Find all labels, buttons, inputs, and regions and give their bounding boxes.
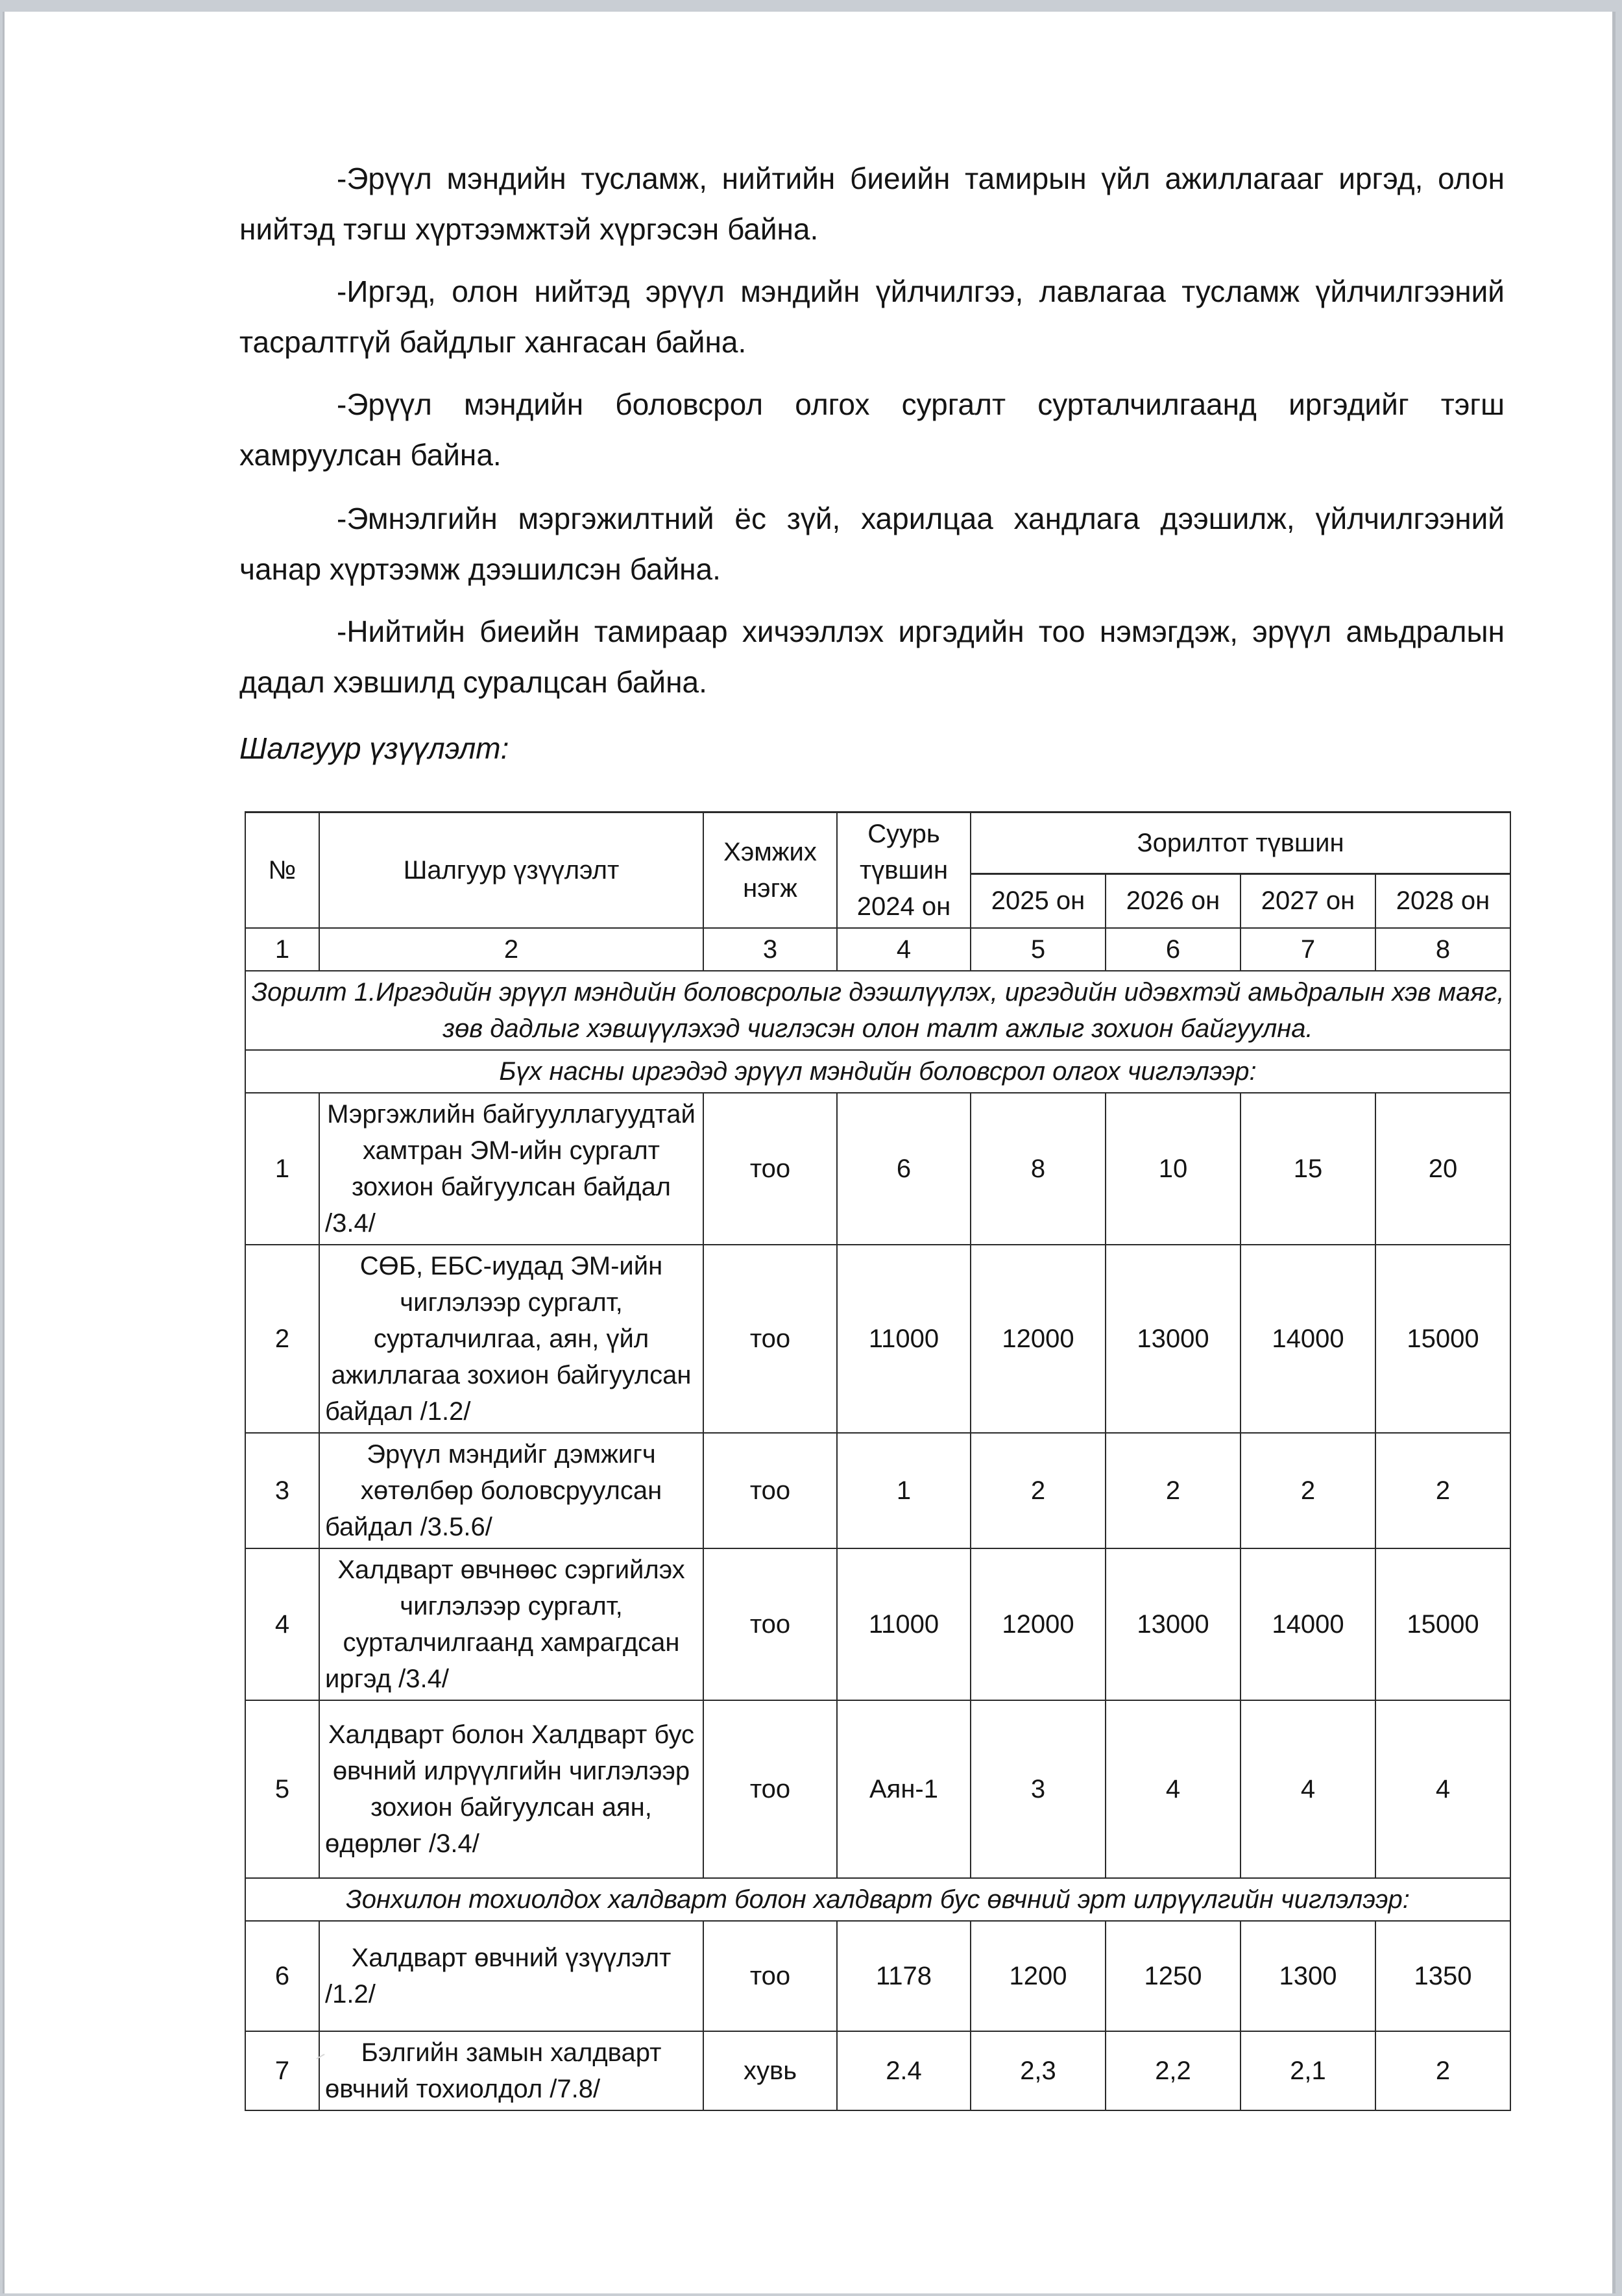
row-no: 2 — [245, 1245, 319, 1433]
row-2026: 13000 — [1106, 1245, 1241, 1433]
subheading-text: Зонхилон тохиолдох халдварт болон халдварт бус өвчний эрт илрүүлгийн чиглэлээр: — [245, 1878, 1510, 1921]
row-2027: 1300 — [1241, 1921, 1375, 2031]
row-no: 6 — [245, 1921, 319, 2031]
header-year-2028: 2028 он — [1375, 873, 1510, 928]
row-indicator: СӨБ, ЕБС-иудад ЭМ-ийн чиглэлээр сургалт, сурталчилгаа, аян, үйл ажиллагаа зохион байгуулсан байдал /1.2/ — [319, 1245, 703, 1433]
subheading-row — [245, 1878, 1510, 1921]
row-2028: 15000 — [1375, 1548, 1510, 1700]
row-indicator: Халдварт өвчний үзүүлэлт /1.2/ — [319, 1921, 703, 2031]
row-baseline: 11000 — [837, 1245, 971, 1433]
column-number: 5 — [971, 928, 1106, 971]
row-baseline: 6 — [837, 1093, 971, 1245]
row-unit: тоо — [703, 1245, 837, 1433]
row-2025: 12000 — [971, 1245, 1106, 1433]
row-baseline: 11000 — [837, 1548, 971, 1700]
row-2025: 1200 — [971, 1921, 1106, 2031]
row-baseline: Аян-1 — [837, 1700, 971, 1878]
row-unit: тоо — [703, 1548, 837, 1700]
row-2025: 8 — [971, 1093, 1106, 1245]
row-2025: 3 — [971, 1700, 1106, 1878]
row-2026: 2 — [1106, 1433, 1241, 1548]
row-2027: 4 — [1241, 1700, 1375, 1878]
row-unit: тоо — [703, 1093, 837, 1245]
section-label: Шалгуур үзүүлэлт: — [239, 731, 509, 765]
column-number: 1 — [245, 928, 319, 971]
column-number: 4 — [837, 928, 971, 971]
table-row — [245, 1433, 1510, 1548]
row-unit: тоо — [703, 1700, 837, 1878]
header-unit: Хэмжих нэгж — [703, 812, 837, 929]
column-number: 8 — [1375, 928, 1510, 971]
paragraph-3 — [239, 379, 1505, 480]
row-indicator: Эрүүл мэндийг дэмжигч хөтөлбөр боловсруулсан байдал /3.5.6/ — [319, 1433, 703, 1548]
row-2026: 13000 — [1106, 1548, 1241, 1700]
header-year-2026: 2026 он — [1106, 873, 1241, 928]
goal-row — [245, 971, 1510, 1050]
table-row — [245, 1548, 1510, 1700]
header-year-2025: 2025 он — [971, 873, 1106, 928]
paragraph-text: -Нийтийн биеийн тамираар хичээллэх иргэдийн тоо нэмэгдэж, эрүүл амьдралын дадал хэвшилд суралцсан байна. — [239, 615, 1505, 699]
row-2027: 15 — [1241, 1093, 1375, 1245]
row-2027: 2 — [1241, 1433, 1375, 1548]
row-baseline: 1178 — [837, 1921, 971, 2031]
row-2028: 2 — [1375, 1433, 1510, 1548]
header-no: № — [245, 812, 319, 929]
row-baseline: 1 — [837, 1433, 971, 1548]
document-page — [3, 12, 1616, 2293]
paragraph-2 — [239, 266, 1505, 367]
row-unit: тоо — [703, 1433, 837, 1548]
row-no: 7 — [245, 2031, 319, 2110]
row-indicator: Халдварт болон Халдварт бус өвчний илрүүлгийн чиглэлээр зохион байгуулсан аян, өдөрлөг /3.4/ — [319, 1700, 703, 1878]
paragraph-text: -Эрүүл мэндийн тусламж, нийтийн биеийн тамирын үйл ажиллагааг иргэд, олон нийтэд тэгш хүртээмжтэй хүргэсэн байна. — [239, 162, 1505, 246]
paragraph-4 — [239, 493, 1505, 594]
row-2025: 2,3 — [971, 2031, 1106, 2110]
row-indicator: Халдварт өвчнөөс сэргийлэх чиглэлээр сургалт, сурталчилгаанд хамрагдсан иргэд /3.4/ — [319, 1548, 703, 1700]
row-indicator: Мэргэжлийн байгууллагуудтай хамтран ЭМ-ийн сургалт зохион байгуулсан байдал /3.4/ — [319, 1093, 703, 1245]
row-2028: 4 — [1375, 1700, 1510, 1878]
column-number-row — [245, 928, 1510, 971]
row-2028: 1350 — [1375, 1921, 1510, 2031]
header-target-group: Зорилтот түвшин — [971, 812, 1510, 874]
row-2026: 4 — [1106, 1700, 1241, 1878]
row-2027: 2,1 — [1241, 2031, 1375, 2110]
table-row — [245, 1700, 1510, 1878]
header-row — [245, 812, 1510, 874]
criteria-table — [245, 811, 1511, 2111]
column-number: 3 — [703, 928, 837, 971]
table-row — [245, 1245, 1510, 1433]
header-indicator: Шалгуур үзүүлэлт — [319, 812, 703, 929]
subheading-row — [245, 1050, 1510, 1093]
subheading-text: Бүх насны иргэдэд эрүүл мэндийн боловсрол олгох чиглэлээр: — [245, 1050, 1510, 1093]
row-baseline: 2.4 — [837, 2031, 971, 2110]
row-2026: 10 — [1106, 1093, 1241, 1245]
column-number: 6 — [1106, 928, 1241, 971]
header-baseline: Суурь түвшин 2024 он — [837, 812, 971, 929]
row-2026: 2,2 — [1106, 2031, 1241, 2110]
row-2025: 2 — [971, 1433, 1106, 1548]
table-row — [245, 2031, 1510, 2110]
paragraph-1 — [239, 153, 1505, 254]
table-row — [245, 1093, 1510, 1245]
table-row — [245, 1921, 1510, 2031]
row-2026: 1250 — [1106, 1921, 1241, 2031]
row-2027: 14000 — [1241, 1245, 1375, 1433]
paragraph-text: -Иргэд, олон нийтэд эрүүл мэндийн үйлчилгээ, лавлагаа тусламж үйлчилгээний тасралтгүй байдлыг хангасан байна. — [239, 275, 1505, 359]
column-number: 2 — [319, 928, 703, 971]
row-no: 5 — [245, 1700, 319, 1878]
paragraph-5 — [239, 606, 1505, 707]
row-no: 3 — [245, 1433, 319, 1548]
row-indicator: Бэлгийн замын халдварт өвчний тохиолдол /7.8/ — [319, 2031, 703, 2110]
row-2025: 12000 — [971, 1548, 1106, 1700]
column-number: 7 — [1241, 928, 1375, 971]
paragraph-text: -Эрүүл мэндийн боловсрол олгох сургалт сурталчилгаанд иргэдийг тэгш хамруулсан байна. — [239, 387, 1505, 472]
goal-text: Зорилт 1.Иргэдийн эрүүл мэндийн боловсролыг дээшлүүлэх, иргэдийн идэвхтэй амьдралын хэв маяг, зөв дадлыг хэвшүүлэхэд чиглэсэн олон талт ажлыг зохион байгуулна. — [245, 971, 1510, 1050]
paragraph-text: -Эмнэлгийн мэргэжилтний ёс зүй, харилцаа хандлага дээшилж, үйлчилгээний чанар хүртээмж дээшилсэн байна. — [239, 502, 1505, 586]
row-no: 4 — [245, 1548, 319, 1700]
row-2028: 20 — [1375, 1093, 1510, 1245]
row-2028: 2 — [1375, 2031, 1510, 2110]
header-year-2027: 2027 он — [1241, 873, 1375, 928]
row-2028: 15000 — [1375, 1245, 1510, 1433]
row-unit: тоо — [703, 1921, 837, 2031]
row-unit: хувь — [703, 2031, 837, 2110]
row-no: 1 — [245, 1093, 319, 1245]
row-2027: 14000 — [1241, 1548, 1375, 1700]
